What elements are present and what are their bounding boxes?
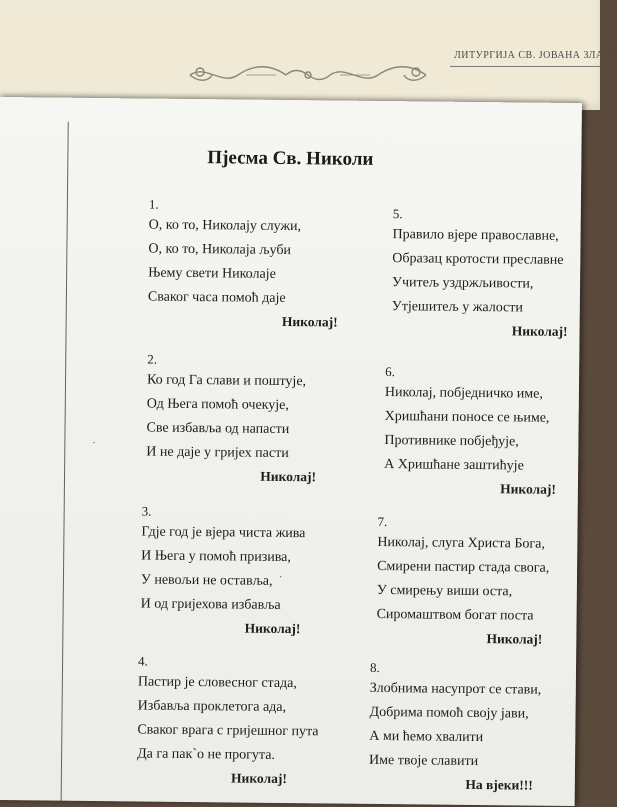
header-rule xyxy=(450,66,600,67)
refrain: На вјеки!!! xyxy=(465,776,533,793)
refrain: Николај! xyxy=(281,313,338,330)
verse-line: Хришћани поносе се њиме, xyxy=(384,409,550,426)
verse-line: И не даје у гријех пасти xyxy=(146,444,289,462)
verse-line: Противнике побјеђује, xyxy=(384,433,519,450)
running-header-text: ЛИТУРГИЈА СВ. ЈОВАНА ЗЛАТО xyxy=(454,50,617,61)
verse-line: О, ко то, Николају служи, xyxy=(148,217,302,235)
verse-line: Учитељ уздржљивости, xyxy=(391,275,534,292)
verse-line: Смирени пастир стада свога, xyxy=(377,558,550,576)
song-sheet xyxy=(0,97,582,806)
ink-speck: · xyxy=(278,571,283,583)
stanza-6 xyxy=(384,363,557,501)
verse-line: Сваког часа помоћ даје xyxy=(147,289,286,307)
stanza-8 xyxy=(368,659,542,797)
verse-line: И Њега у помоћ призива, xyxy=(141,548,292,566)
stanza-number: 3. xyxy=(141,503,152,519)
verse-line: Николај, слуга Христа Бога, xyxy=(377,534,546,552)
verse-line: Њему свети Николаје xyxy=(148,265,276,282)
stanza-number: 6. xyxy=(385,364,395,380)
verse-line: Николај, побједничко име, xyxy=(384,385,543,402)
stanza-number: 5. xyxy=(392,206,403,222)
verse-line: У невољи не оставља, xyxy=(140,572,273,589)
refrain: Николај! xyxy=(500,481,557,497)
ink-speck: · xyxy=(92,437,96,450)
verse-line: Избавља проклетога ада, xyxy=(137,698,287,716)
stanza-3 xyxy=(140,503,306,641)
verse-line: Гдје год је вјера чиста жива xyxy=(141,524,306,542)
verse-line: Образац кротости преславне xyxy=(392,251,564,268)
ornamental-flourish-icon xyxy=(186,62,430,88)
stanza-5 xyxy=(391,205,568,343)
stanza-number: 7. xyxy=(377,513,388,530)
refrain: Николај! xyxy=(511,323,568,339)
refrain: Николај! xyxy=(231,770,287,787)
verse-line: Злобнима насупрот се стави, xyxy=(369,680,542,698)
verse-line: И од гријехова избавља xyxy=(140,596,281,613)
stanza-7 xyxy=(376,513,550,651)
verse-line: Све избавља од напасти xyxy=(146,420,290,438)
verse-line: Сиромаштвом богат поста xyxy=(376,606,534,624)
verse-line: О, ко то, Николаја љуби xyxy=(148,241,292,259)
verse-line: Добрима помоћ своју јави, xyxy=(369,704,529,722)
verse-line: Од Њега помоћ очекује, xyxy=(146,396,289,414)
verse-line: Пастир је словесног стада, xyxy=(137,674,297,692)
verse-line: А Хришћане заштићује xyxy=(384,457,524,474)
stanza-2 xyxy=(146,351,317,489)
verse-line: Да га пак`о не прогута. xyxy=(137,746,276,763)
verse-line: Ко год Га слави и поштује, xyxy=(146,372,307,390)
verse-line: А ми ћемо хвалити xyxy=(369,728,484,746)
refrain: Николај! xyxy=(244,620,301,637)
stanza-number: 4. xyxy=(138,653,148,669)
stanza-number: 8. xyxy=(369,659,380,676)
verse-line: У смирењу виши оста, xyxy=(376,582,513,600)
verse-line: Утјешитељ у жалости xyxy=(391,299,523,316)
background-book-page xyxy=(0,0,617,110)
stanza-number: 2. xyxy=(147,351,158,367)
stanza-4 xyxy=(137,652,319,790)
verse-line: Име твоје славити xyxy=(368,752,479,770)
song-title: Пјесма Св. Николи xyxy=(207,147,374,170)
verse-line: Сваког врага с гријешног пута xyxy=(137,722,319,740)
margin-line xyxy=(61,122,69,802)
verse-line: Правило вјере православне, xyxy=(392,227,559,244)
refrain: Николај! xyxy=(486,631,543,647)
stanza-1 xyxy=(148,196,339,334)
stanza-number: 1. xyxy=(148,196,159,212)
refrain: Николај! xyxy=(260,468,317,485)
